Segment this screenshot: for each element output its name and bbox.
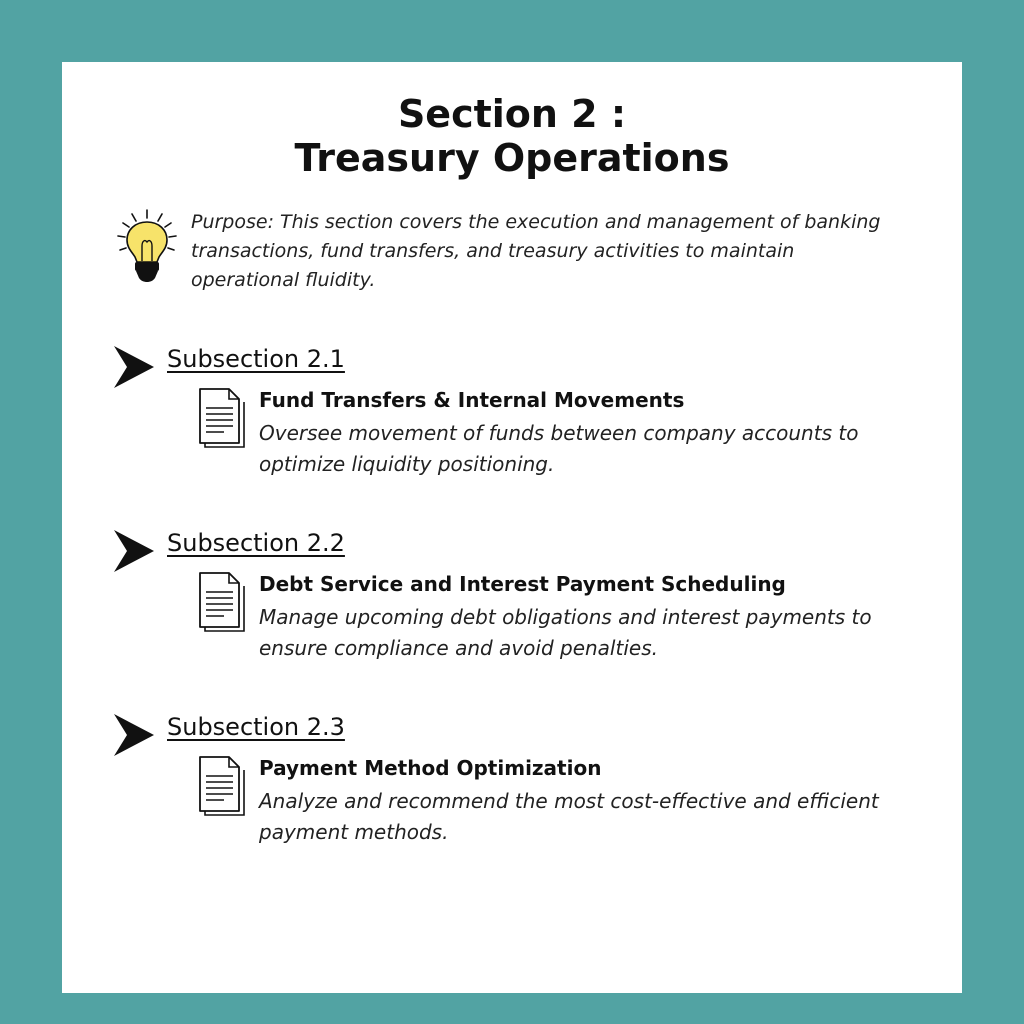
lightbulb-icon xyxy=(114,208,180,284)
subsection-title: Fund Transfers & Internal Movements xyxy=(259,388,685,412)
document-icon xyxy=(198,388,246,448)
arrow-right-icon xyxy=(114,530,154,572)
subsection-label: Subsection 2.1 xyxy=(167,345,345,373)
subsection-2-2 xyxy=(62,530,962,680)
document-icon xyxy=(198,572,246,632)
document-icon xyxy=(198,756,246,816)
subsection-description: Analyze and recommend the most cost-effective and efficient payment methods. xyxy=(259,789,879,844)
arrow-right-icon xyxy=(114,714,154,756)
subsection-title: Debt Service and Interest Payment Scheduling xyxy=(259,572,786,596)
purpose-text: Purpose: This section covers the execution and management of banking transactions, fund transfers, and treasury activities to maintain operational fluidity. xyxy=(191,211,881,291)
subsection-2-1 xyxy=(62,346,962,496)
page-title xyxy=(62,92,962,180)
arrow-right-icon xyxy=(114,346,154,388)
title-line-1: Section 2 : xyxy=(397,92,627,136)
content-card xyxy=(62,62,962,993)
subsection-label: Subsection 2.3 xyxy=(167,713,345,741)
subsection-2-3 xyxy=(62,714,962,864)
subsection-label: Subsection 2.2 xyxy=(167,529,345,557)
subsection-description: Manage upcoming debt obligations and interest payments to ensure compliance and avoid penalties. xyxy=(259,605,872,660)
subsection-description: Oversee movement of funds between company accounts to optimize liquidity positioning. xyxy=(259,421,859,476)
subsection-title: Payment Method Optimization xyxy=(259,756,602,780)
title-line-2: Treasury Operations xyxy=(294,136,730,180)
